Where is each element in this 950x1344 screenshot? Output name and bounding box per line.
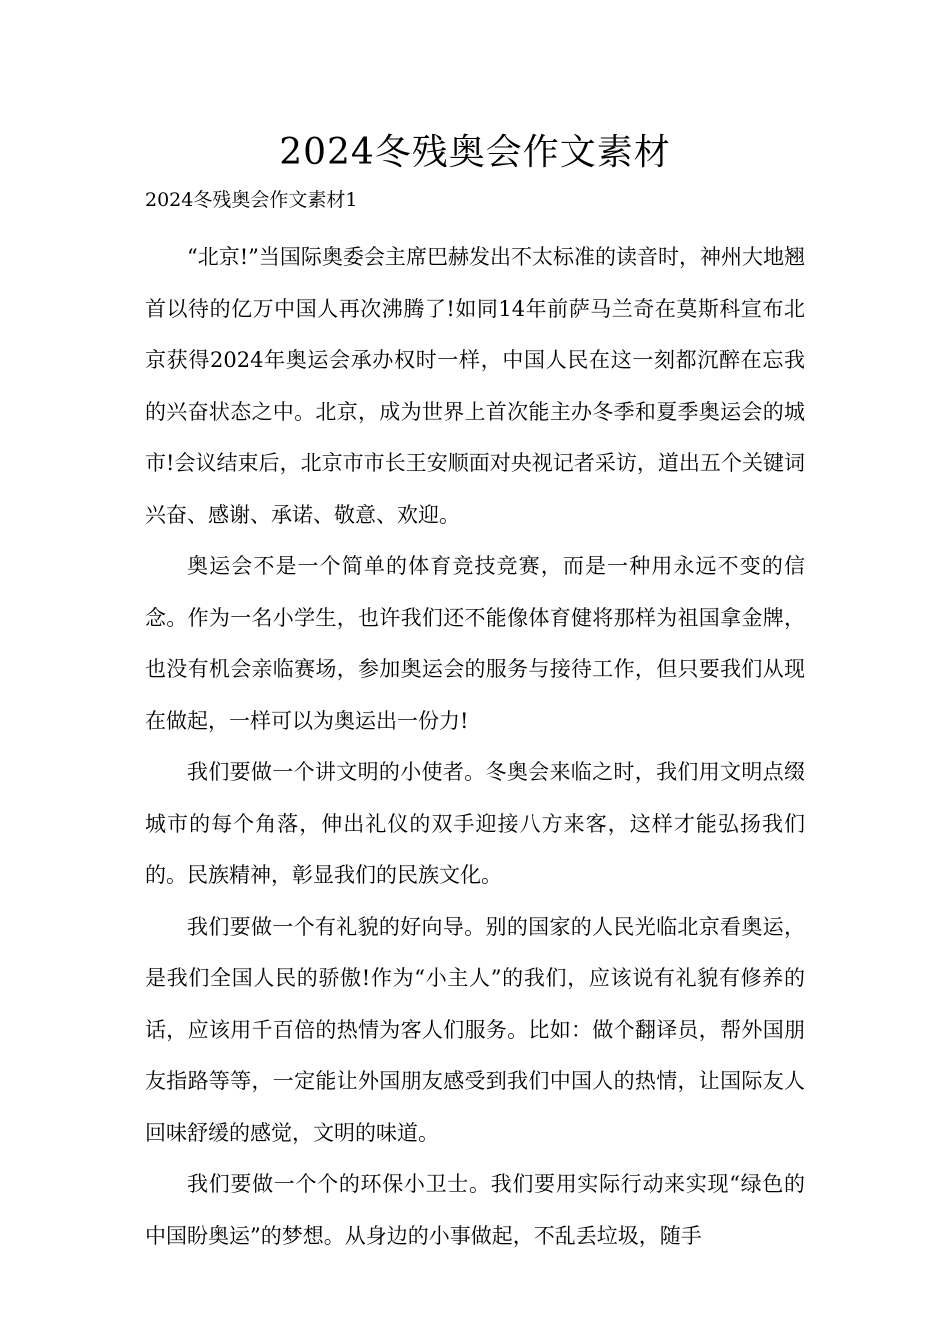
document-subtitle: 2024冬残奥会作文素材1 (145, 189, 358, 211)
document-title: 2024冬残奥会作文素材 (279, 132, 671, 173)
paragraph: 我们要做一个有礼貌的好向导。别的国家的人民光临北京看奥运，是我们全国人民的骄傲!作为“小主人”的我们，应该说有礼貌有修养的话，应该用千百倍的热情为客人们服务。比如：做个翻译员，帮外国朋友指路等等，一定能让外国朋友感受到我们中国人的热情，让国际友人回味舒缓的感觉，文明的味道。 (145, 914, 805, 1145)
paragraph: 我们要做一个个的环保小卫士。我们要用实际行动来实现“绿色的中国盼奥运”的梦想。从身边的小事做起，不乱丢垃圾，随手 (145, 1172, 805, 1248)
paragraph: 我们要做一个讲文明的小使者。冬奥会来临之时，我们用文明点缀城市的每个角落，伸出礼仪的双手迎接八方来客，这样才能弘扬我们的。民族精神，彰显我们的民族文化。 (145, 760, 805, 887)
paragraph: 奥运会不是一个简单的体育竞技竞赛，而是一种用永远不变的信念。作为一名小学生，也许我们还不能像体育健将那样为祖国拿金牌，也没有机会亲临赛场，参加奥运会的服务与接待工作，但只要我们从现在做起，一样可以为奥运出一份力! (145, 554, 805, 733)
document-body (145, 232, 805, 1262)
paragraph: “北京!”当国际奥委会主席巴赫发出不太标准的读音时，神州大地翘首以待的亿万中国人再次沸腾了!如同14年前萨马兰奇在莫斯科宣布北京获得2024年奥运会承办权时一样，中国人民在这一刻都沉醉在忘我的兴奋状态之中。北京，成为世界上首次能主办冬季和夏季奥运会的城市!会议结束后，北京市市长王安顺面对央视记者采访，道出五个关键词兴奋、感谢、承诺、敬意、欢迎。 (145, 245, 805, 527)
